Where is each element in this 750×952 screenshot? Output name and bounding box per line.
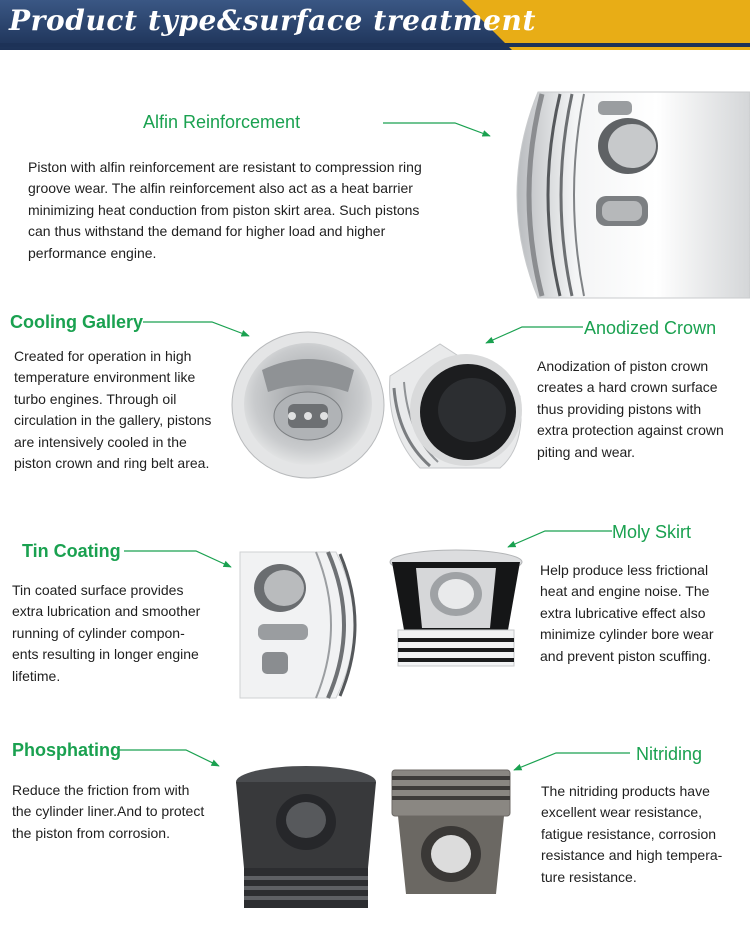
heading-alfin: Alfin Reinforcement (143, 112, 301, 132)
text-line: ture resistance. (541, 868, 637, 885)
text-alfin (28, 157, 488, 264)
heading-cooling: Cooling Gallery (10, 312, 144, 332)
text-line: performance engine. (28, 244, 157, 261)
piston-moly-image (386, 548, 526, 670)
text-line: Piston with alfin reinforcement are resistant to compression ring (28, 159, 422, 175)
arrow-nitriding (514, 753, 630, 770)
heading-anodized: Anodized Crown (584, 318, 717, 338)
heading-phosphating: Phosphating (12, 740, 121, 760)
text-nitriding (541, 781, 749, 888)
text-line: piston crown and ring belt area. (14, 455, 210, 472)
text-line: temperature environment like (14, 369, 196, 386)
piston-alfin-image (498, 86, 750, 304)
text-line: the piston from corrosion. (12, 824, 170, 841)
piston-nitriding-image (386, 766, 516, 900)
arrow-alfin (383, 123, 490, 136)
heading-nitriding: Nitriding (636, 744, 703, 764)
banner-stripe (0, 43, 750, 47)
arrow-phosphating (118, 750, 219, 766)
text-line: circulation in the gallery, pistons (14, 412, 212, 429)
text-line: Reduce the friction from with (12, 782, 190, 798)
text-line: Help produce less frictional (540, 562, 709, 578)
text-line: are intensively cooled in the (14, 433, 187, 450)
text-cooling (14, 346, 234, 474)
text-line: extra lubrication and smoother (12, 603, 201, 620)
text-line: resistance and high tempera- (541, 847, 723, 864)
page-title: Product type&surface treatment (9, 4, 537, 37)
text-line: Anodization of piston crown (537, 358, 709, 374)
text-line: creates a hard crown surface (537, 379, 718, 396)
piston-phosphating-image (232, 760, 380, 912)
header-banner (0, 0, 750, 50)
arrow-tin (124, 551, 231, 567)
text-line: Tin coated surface provides (12, 582, 184, 598)
heading-moly: Moly Skirt (612, 522, 692, 542)
text-line: minimizing heat conduction from piston skirt area. Such pistons (28, 201, 420, 218)
text-line: thus providing pistons with (537, 400, 702, 417)
text-line: extra protection against crown (537, 422, 724, 439)
text-tin (12, 580, 234, 687)
heading-tin: Tin Coating (22, 541, 121, 561)
text-anodized (537, 356, 749, 463)
piston-cooling-image (230, 330, 386, 480)
text-line: and prevent piston scuffing. (540, 647, 711, 664)
text-line: fatigue resistance, corrosion (541, 825, 717, 842)
text-line: The nitriding products have (541, 783, 710, 799)
piston-tin-image (232, 548, 372, 702)
arrow-moly (508, 531, 612, 547)
piston-anodized-image (380, 336, 526, 476)
text-line: ents resulting in longer engine (12, 646, 199, 663)
text-phosphating (12, 780, 236, 844)
text-line: running of cylinder compon- (12, 624, 185, 641)
text-line: extra lubricative effect also (540, 604, 706, 621)
text-line: excellent wear resistance, (541, 804, 703, 821)
text-line: piting and wear. (537, 443, 636, 460)
text-line: turbo engines. Through oil (14, 390, 177, 407)
text-line: minimize cylinder bore wear (540, 626, 714, 643)
text-line: heat and engine noise. The (540, 583, 710, 600)
text-line: lifetime. (12, 667, 61, 684)
text-line: can thus withstand the demand for higher load and higher (28, 223, 386, 240)
text-line: Created for operation in high (14, 348, 192, 364)
text-moly (540, 560, 749, 667)
text-line: the cylinder liner.And to protect (12, 803, 205, 820)
text-line: groove wear. The alfin reinforcement also act as a heat barrier (28, 180, 413, 197)
